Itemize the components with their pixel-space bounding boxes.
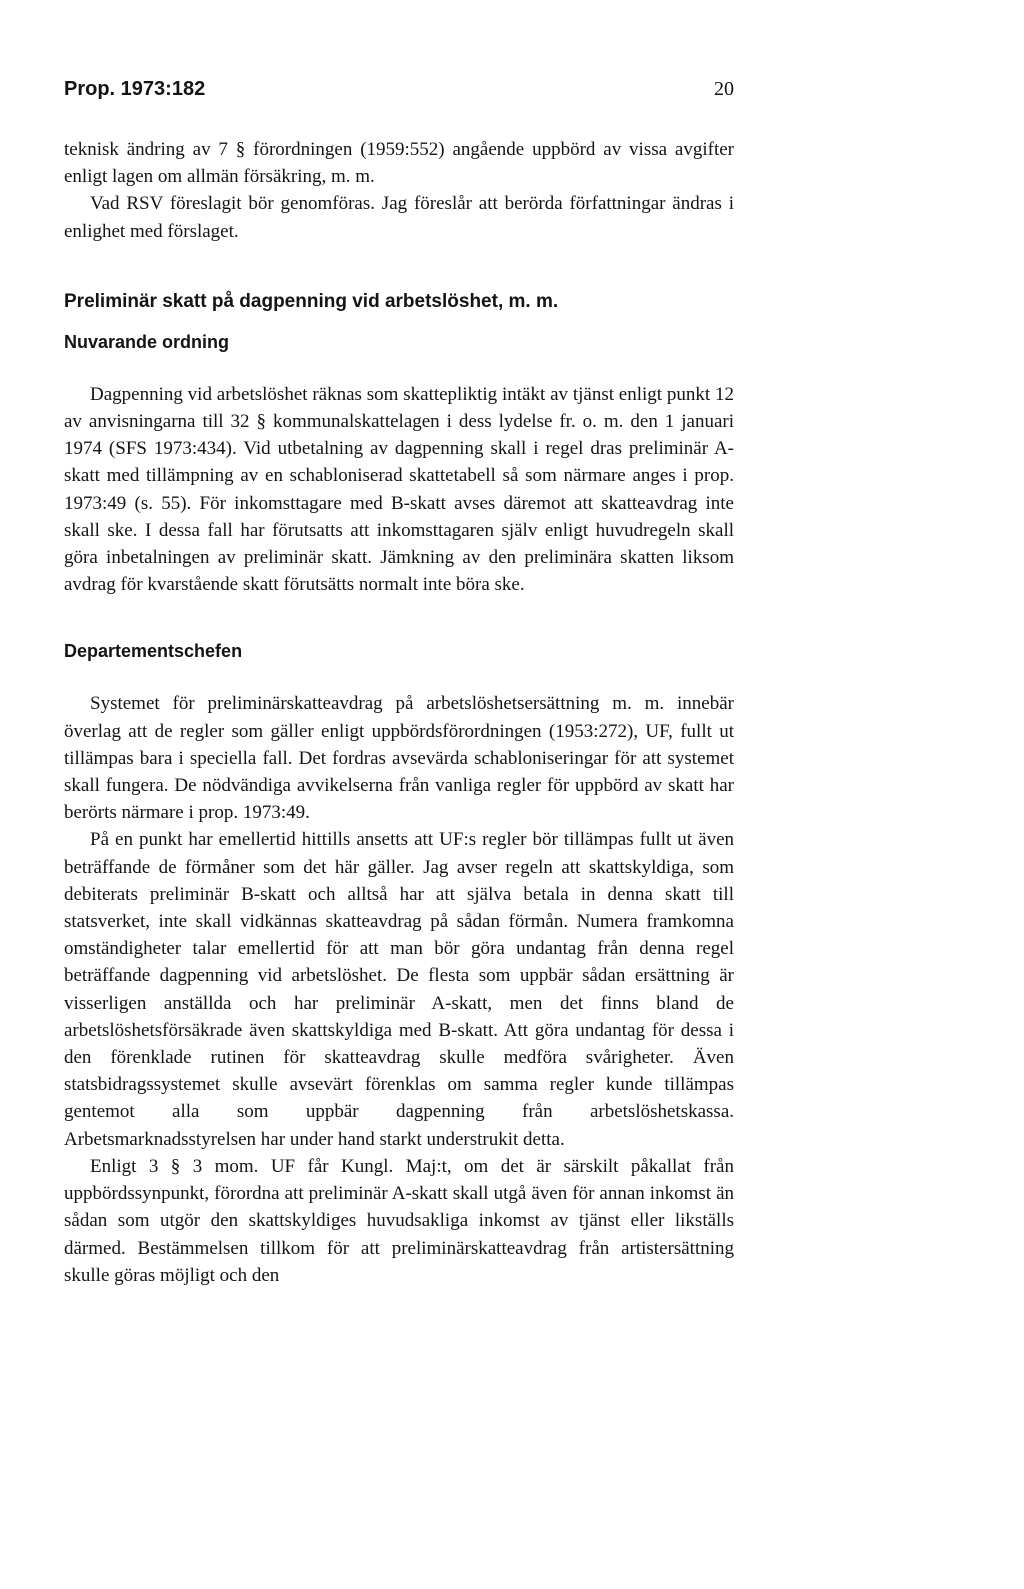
intro-paragraph-2: Vad RSV föreslagit bör genomföras. Jag föreslår att berörda författningar ändras i enlighet med förslaget. (64, 193, 734, 242)
department-paragraph-1: Systemet för preliminärskatteavdrag på arbetslöshetsersättning m. m. innebär överlag att de regler som gäller enligt uppbördsförordningen (1953:272), UF, fullt ut tillämpas bara i speciella fall. Det fordras avsevärda schabloniseringar för att systemet skall fungera. De nödvändiga avvikelserna från vanliga regler för uppbörd av skatt har berörts närmare i prop. 1973:49. (64, 693, 734, 824)
department-paragraph-2: På en punkt har emellertid hittills ansetts att UF:s regler bör tillämpas fullt ut även beträffande de förmåner som det här gäller. Jag avser regeln att skattskyldiga, som debiterats preliminär B-skatt och alltså har att själva betala in denna skatt till statsverket, inte skall vidkännas skatteavdrag på sådan förmån. Numera framkomna omständigheter talar emellertid för att man bör göra undantag från denna regel beträffande dagpenning vid arbetslöshet. De flesta som uppbär sådan ersättning är visserligen anställda och har preliminär A-skatt, men det finns bland de arbetslöshetsförsäkrade även skattskyldiga med B-skatt. Att göra undantag för dessa i den förenklade rutinen för skatteavdrag skulle medföra svårigheter. Även statsbidragssystemet skulle avsevärt förenklas om samma regler kunde tillämpas gentemot alla som uppbär dagpenning från arbetslöshetskassa. Arbetsmarknadsstyrelsen har under hand starkt understrukit detta. (64, 829, 734, 1150)
section-title: Preliminär skatt på dagpenning vid arbetslöshet, m. m. (64, 290, 559, 312)
intro-paragraph-1: teknisk ändring av 7 § förordningen (1959:552) angående uppbörd av vissa avgifter enligt lagen om allmän försäkring, m. m. (64, 139, 734, 188)
document-page (64, 72, 734, 1289)
page-header (64, 72, 734, 106)
subheading-current-order: Nuvarande ordning (64, 331, 230, 352)
subheading-department-head: Departementschefen (64, 641, 243, 662)
department-paragraph-3: Enligt 3 § 3 mom. UF får Kungl. Maj:t, om det är särskilt påkallat från uppbördssynpunkt, förordna att preliminär A-skatt skall utgå även för annan inkomst än sådan som utgör den skattskyldiges huvudsakliga inkomst av tjänst eller likställs därmed. Bestämmelsen tillkom för att preliminärskatteavdrag från artistersättning skulle göras möjligt och den (64, 1155, 734, 1286)
page-number: 20 (714, 78, 734, 100)
current-order-paragraph: Dagpenning vid arbetslöshet räknas som skattepliktig intäkt av tjänst enligt punkt 12 av anvisningarna till 32 § kommunalskattelagen i dess lydelse fr. o. m. den 1 januari 1974 (SFS 1973:434). Vid utbetalning av dagpenning skall i regel dras preliminär A-skatt med tillämpning av en schabloniserad skattetabell så som närmare anges i prop. 1973:49 (s. 55). För inkomsttagare med B-skatt avses däremot att skatteavdrag inte skall ske. I dessa fall har förutsatts att inkomsttagaren själv enligt huvudregeln skall göra inbetalningen av preliminär skatt. Jämkning av den preliminära skatten liksom avdrag för kvarstående skatt förutsätts normalt inte böra ske. (64, 383, 734, 596)
document-id: Prop. 1973:182 (64, 78, 206, 100)
